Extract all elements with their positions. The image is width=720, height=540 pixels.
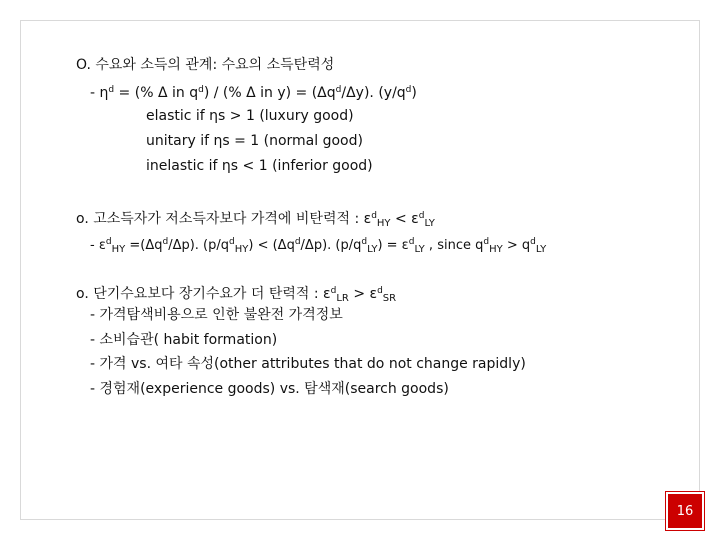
def-sup2: d	[198, 85, 204, 95]
line2-sub1: HY	[111, 244, 126, 255]
def-rest3: /Δy). (y/q	[341, 85, 406, 101]
line2-sup6: d	[408, 237, 415, 247]
line2-sub6: LY	[414, 244, 425, 255]
bullet-attributes	[90, 355, 526, 373]
def-sup4: d	[405, 85, 412, 95]
def-rest: = (% Δ in q	[114, 85, 199, 101]
line2-d: ) < (Δq	[248, 238, 295, 253]
inelastic-text: inelastic if ηs < 1 (inferior good)	[146, 158, 373, 174]
heading3-text: o. 단기수요보다 장기수요가 더 탄력적 : ε	[76, 286, 331, 302]
line2-sub5: LY	[367, 244, 378, 255]
heading2-text: o. 고소득자가 저소득자보다 가격에 비탄력적 : ε	[76, 211, 372, 227]
def-sup3: d	[335, 85, 342, 95]
unitary-line	[146, 132, 363, 150]
comparison-line	[90, 233, 546, 259]
line2-sup7: d	[483, 237, 490, 247]
bullet-price-search	[90, 306, 343, 324]
bullet-habit	[90, 331, 277, 349]
heading2-sub2: LY	[424, 218, 435, 229]
heading2-mid: < ε	[390, 211, 419, 227]
def-rest4: )	[411, 85, 417, 101]
line2-sub3: HY	[234, 244, 249, 255]
line2-sup8: d	[530, 237, 536, 247]
bullet2-text: - 소비습관( habit formation)	[90, 332, 278, 348]
heading2-sup1: d	[371, 211, 377, 221]
line2-c: /Δp). (p/q	[168, 238, 230, 253]
line2-a: - ε	[90, 238, 106, 253]
line2-h: > q	[502, 238, 531, 253]
heading-income-elasticity	[76, 56, 334, 74]
heading3-sup2: d	[377, 286, 383, 296]
bullet1-text: - 가격탐색비용으로 인한 불완전 가격정보	[90, 307, 343, 323]
line2-sub8: LY	[535, 244, 547, 255]
inelastic-line	[146, 157, 373, 175]
line2-sup4: d	[294, 237, 301, 247]
line2-f: ) = ε	[377, 238, 409, 253]
heading3-mid: > ε	[348, 286, 378, 302]
line2-sup3: d	[229, 237, 235, 247]
unitary-text: unitary if ηs = 1 (normal good)	[146, 133, 363, 149]
bullet4-text: - 경험재(experience goods) vs. 탐색재(search goods)	[90, 381, 449, 397]
heading3-sub2: SR	[382, 293, 397, 304]
heading3-sub1: LR	[336, 293, 349, 304]
line2-b: =(Δq	[125, 238, 163, 253]
heading1-text: O. 수요와 소득의 관계: 수요의 소득탄력성	[76, 57, 335, 73]
line2-sup5: d	[361, 237, 368, 247]
def-sup: d	[108, 85, 115, 95]
definition-line	[90, 81, 417, 102]
page-number: 16	[676, 503, 694, 519]
elastic-line	[146, 107, 354, 125]
elastic-text: elastic if ηs > 1 (luxury good)	[146, 108, 354, 124]
bullet-goods	[90, 380, 449, 398]
heading2-sub1: HY	[376, 218, 391, 229]
heading-long-run-elasticity	[76, 282, 396, 308]
bullet3-text: - 가격 vs. 여타 속성(other attributes that do not change rapidly)	[90, 356, 526, 372]
heading2-sup2: d	[418, 211, 425, 221]
line2-sub7: HY	[489, 244, 503, 255]
line2-e: /Δp). (p/q	[300, 238, 362, 253]
line2-g: , since q	[424, 238, 484, 253]
heading-price-elasticity-income	[76, 207, 435, 233]
heading3-sup1: d	[330, 286, 337, 296]
def-rest2: ) / (% Δ in y) = (Δq	[203, 85, 336, 101]
page-number-badge	[666, 492, 704, 530]
def-prefix: -	[90, 85, 100, 101]
def-eta: η	[99, 85, 109, 101]
line2-sup2: d	[162, 237, 169, 247]
line2-sup1: d	[105, 237, 112, 247]
